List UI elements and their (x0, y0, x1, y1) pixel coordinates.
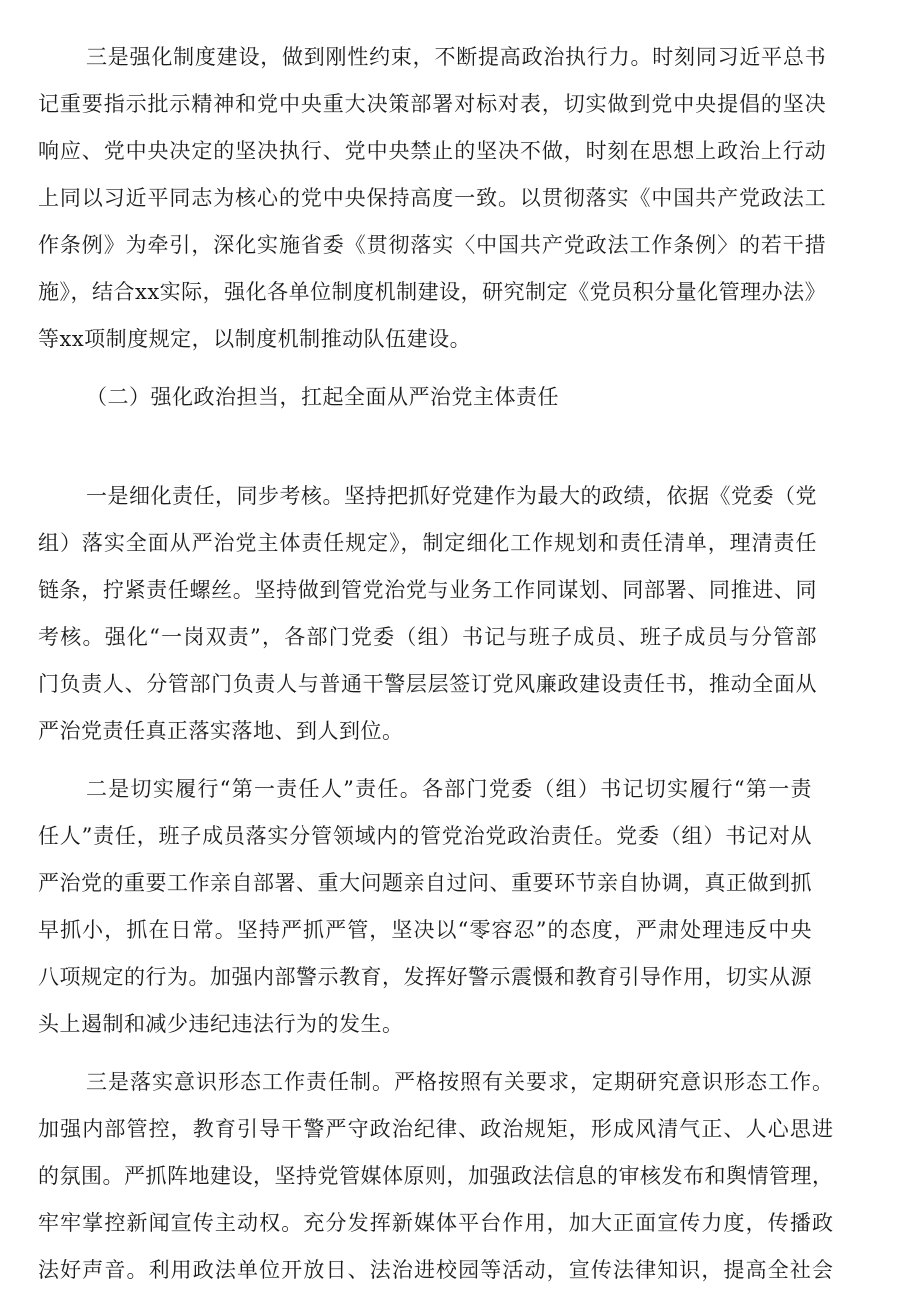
text-line: 响应、党中央决定的坚决执行、党中央禁止的坚决不做，时刻在思想上政治上行动 (38, 139, 827, 163)
text-line: 等xx项制度规定，以制度机制推动队伍建设。 (38, 327, 472, 351)
text-line: 链条，拧紧责任螺丝。坚持做到管党治党与业务工作同谋划、同部署、同推进、同 (38, 578, 817, 602)
paragraph-ideology-responsibility (38, 1069, 834, 1283)
text-line: 加强内部管控，教育引导干警严守政治纪律、政治规矩，形成风清气正、人心思进 (38, 1117, 834, 1141)
text-line: 严治党责任真正落实落地、到人到位。 (38, 719, 404, 743)
paragraph-refine-responsibility (38, 483, 817, 744)
text-line: 八项规定的行为。加强内部警示教育，发挥好警示震慑和教育引导作用，切实从源 (38, 965, 812, 989)
text-line: 头上遏制和减少违纪违法行为的发生。 (38, 1012, 404, 1036)
text-line: 一是细化责任，同步考核。坚持把抓好党建作为最大的政绩，依据《党委（党 (86, 484, 817, 508)
section-heading-text: （二）强化政治担当，扛起全面从严治党主体责任 (86, 385, 559, 409)
text-line: 组）落实全面从严治党主体责任规定》，制定细化工作规划和责任清单，理清责任 (38, 531, 817, 555)
text-line: 二是切实履行“第一责任人”责任。各部门党委（组）书记切实履行“第一责 (86, 777, 812, 801)
text-line: 记重要指示批示精神和党中央重大决策部署对标对表，切实做到党中央提倡的坚决 (38, 92, 827, 116)
text-line: 作条例》为牵引，深化实施省委《贯彻落实〈中国共产党政法工作条例〉的若干措 (38, 233, 827, 257)
text-line: 早抓小，抓在日常。坚持严抓严管，坚决以“零容忍”的态度，严肃处理违反中央 (38, 918, 812, 942)
text-line: 严治党的重要工作亲自部署、重大问题亲自过问、重要环节亲自协调，真正做到抓 (38, 871, 812, 895)
text-line: 三是强化制度建设，做到刚性约束，不断提高政治执行力。时刻同习近平总书 (86, 45, 827, 69)
text-line: 的氛围。严抓阵地建设，坚持党管媒体原则，加强政法信息的审核发布和舆情管理， (38, 1164, 834, 1188)
section-heading (38, 384, 559, 410)
text-line: 考核。强化“一岗双责”，各部门党委（组）书记与班子成员、班子成员与分管部 (38, 625, 817, 649)
text-line: 任人”责任，班子成员落实分管领域内的管党治党政治责任。党委（组）书记对从 (38, 824, 812, 848)
text-line: 门负责人、分管部门负责人与普通干警层层签订党风廉政建设责任书，推动全面从 (38, 672, 817, 696)
text-line: 牢牢掌控新闻宣传主动权。充分发挥新媒体平台作用，加大正面宣传力度，传播政 (38, 1211, 834, 1235)
paragraph-institutional-building (38, 44, 826, 352)
paragraph-first-responsible-person (38, 776, 812, 1037)
text-line: 上同以习近平同志为核心的党中央保持高度一致。以贯彻落实《中国共产党政法工 (38, 186, 827, 210)
text-line: 三是落实意识形态工作责任制。严格按照有关要求，定期研究意识形态工作。 (86, 1070, 834, 1094)
text-line: 施》，结合xx实际，强化各单位制度机制建设，研究制定《党员积分量化管理办法》 (38, 280, 827, 304)
text-line: 法好声音。利用政法单位开放日、法治进校园等活动，宣传法律知识，提高全社会 (38, 1258, 834, 1282)
